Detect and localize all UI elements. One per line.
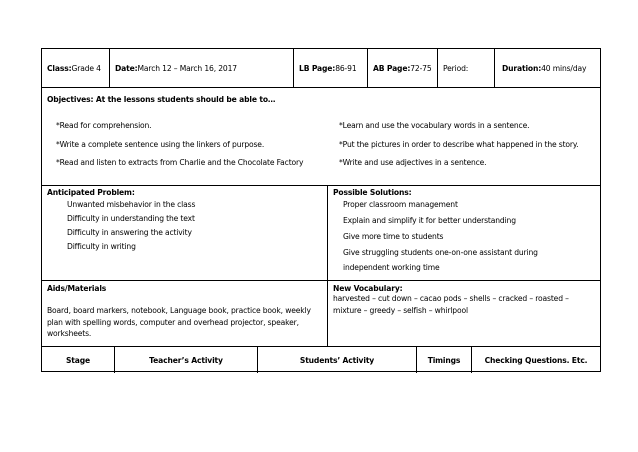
header-row: [42, 49, 600, 88]
new-vocabulary-title: New Vocabulary:: [333, 284, 403, 293]
duration-label: Duration:: [502, 63, 542, 73]
solution-item: Give struggling students one-on-one assistant during: [343, 248, 538, 257]
possible-solutions-title: Possible Solutions:: [333, 188, 412, 197]
stage-header-label: Stage: [65, 355, 91, 365]
timings-header: [417, 347, 472, 373]
problem-item: Difficulty in answering the activity: [67, 228, 192, 237]
objective-right-2: *Put the pictures in order to describe what happened in the story.: [339, 140, 579, 149]
timings-header-label: Timings: [427, 355, 461, 365]
class-value: Grade 4: [71, 63, 101, 73]
solution-item: Explain and simplify it for better understanding: [343, 216, 516, 225]
aids-materials-title: Aids/Materials: [47, 284, 107, 293]
objectives-row: [42, 88, 600, 186]
checking-questions-header-label: Checking Questions. Etc.: [484, 355, 588, 365]
teacher-activity-header-label: Teacher’s Activity: [149, 355, 223, 365]
solution-item: Give more time to students: [343, 232, 444, 241]
objective-left-1: *Read for comprehension.: [56, 121, 152, 130]
class-label: Class:: [47, 63, 72, 73]
duration-value: 40 mins/day: [541, 63, 587, 73]
problem-item: Difficulty in writing: [67, 242, 136, 251]
anticipated-problem-cell: [42, 186, 328, 280]
lesson-plan-table: [41, 48, 601, 372]
solution-item: independent working time: [343, 263, 440, 272]
anticipated-problem-title: Anticipated Problem:: [47, 188, 135, 197]
students-activity-header-label: Students’ Activity: [299, 355, 375, 365]
problem-item: Unwanted misbehavior in the class: [67, 200, 196, 209]
new-vocabulary-text: harvested – cut down – cacao pods – shells – cracked – roasted – mixture – greedy – selfish – whirlpool: [333, 294, 569, 315]
date-label: Date:: [115, 63, 138, 73]
objective-right-3: *Write and use adjectives in a sentence.: [339, 158, 487, 167]
objectives-title: Objectives: At the lessons students should be able to…: [47, 95, 276, 104]
lb-page-cell: [294, 49, 368, 87]
aids-materials-text: Board, board markers, notebook, Language book, practice book, weekly plan with spelling words, computer and overhead projector, speaker, worksheets.: [47, 306, 311, 338]
objective-left-3: *Read and listen to extracts from Charlie and the Chocolate Factory: [56, 158, 304, 167]
date-value: March 12 – March 16, 2017: [137, 63, 237, 73]
new-vocabulary-cell: [328, 281, 600, 346]
aids-materials-cell: [42, 281, 328, 346]
checking-questions-header: [472, 347, 600, 373]
date-cell: [110, 49, 294, 87]
ab-page-value: 72-75: [410, 63, 432, 73]
possible-solutions-cell: [328, 186, 600, 280]
period-cell: [438, 49, 495, 87]
aids-vocabulary-row: [42, 281, 600, 347]
stage-header: [42, 347, 115, 373]
objective-left-2: *Write a complete sentence using the linkers of purpose.: [56, 140, 265, 149]
ab-page-cell: [368, 49, 438, 87]
teacher-activity-header: [115, 347, 258, 373]
students-activity-header: [258, 347, 417, 373]
duration-cell: [495, 49, 600, 87]
problems-solutions-row: [42, 186, 600, 281]
solution-item: Proper classroom management: [343, 200, 458, 209]
lb-page-label: LB Page:: [299, 63, 336, 73]
class-cell: [42, 49, 110, 87]
objective-right-1: *Learn and use the vocabulary words in a sentence.: [339, 121, 530, 130]
activity-header-row: [42, 347, 600, 373]
ab-page-label: AB Page:: [373, 63, 411, 73]
problem-item: Difficulty in understanding the text: [67, 214, 195, 223]
lb-page-value: 86-91: [335, 63, 357, 73]
period-label: Period:: [443, 63, 469, 73]
